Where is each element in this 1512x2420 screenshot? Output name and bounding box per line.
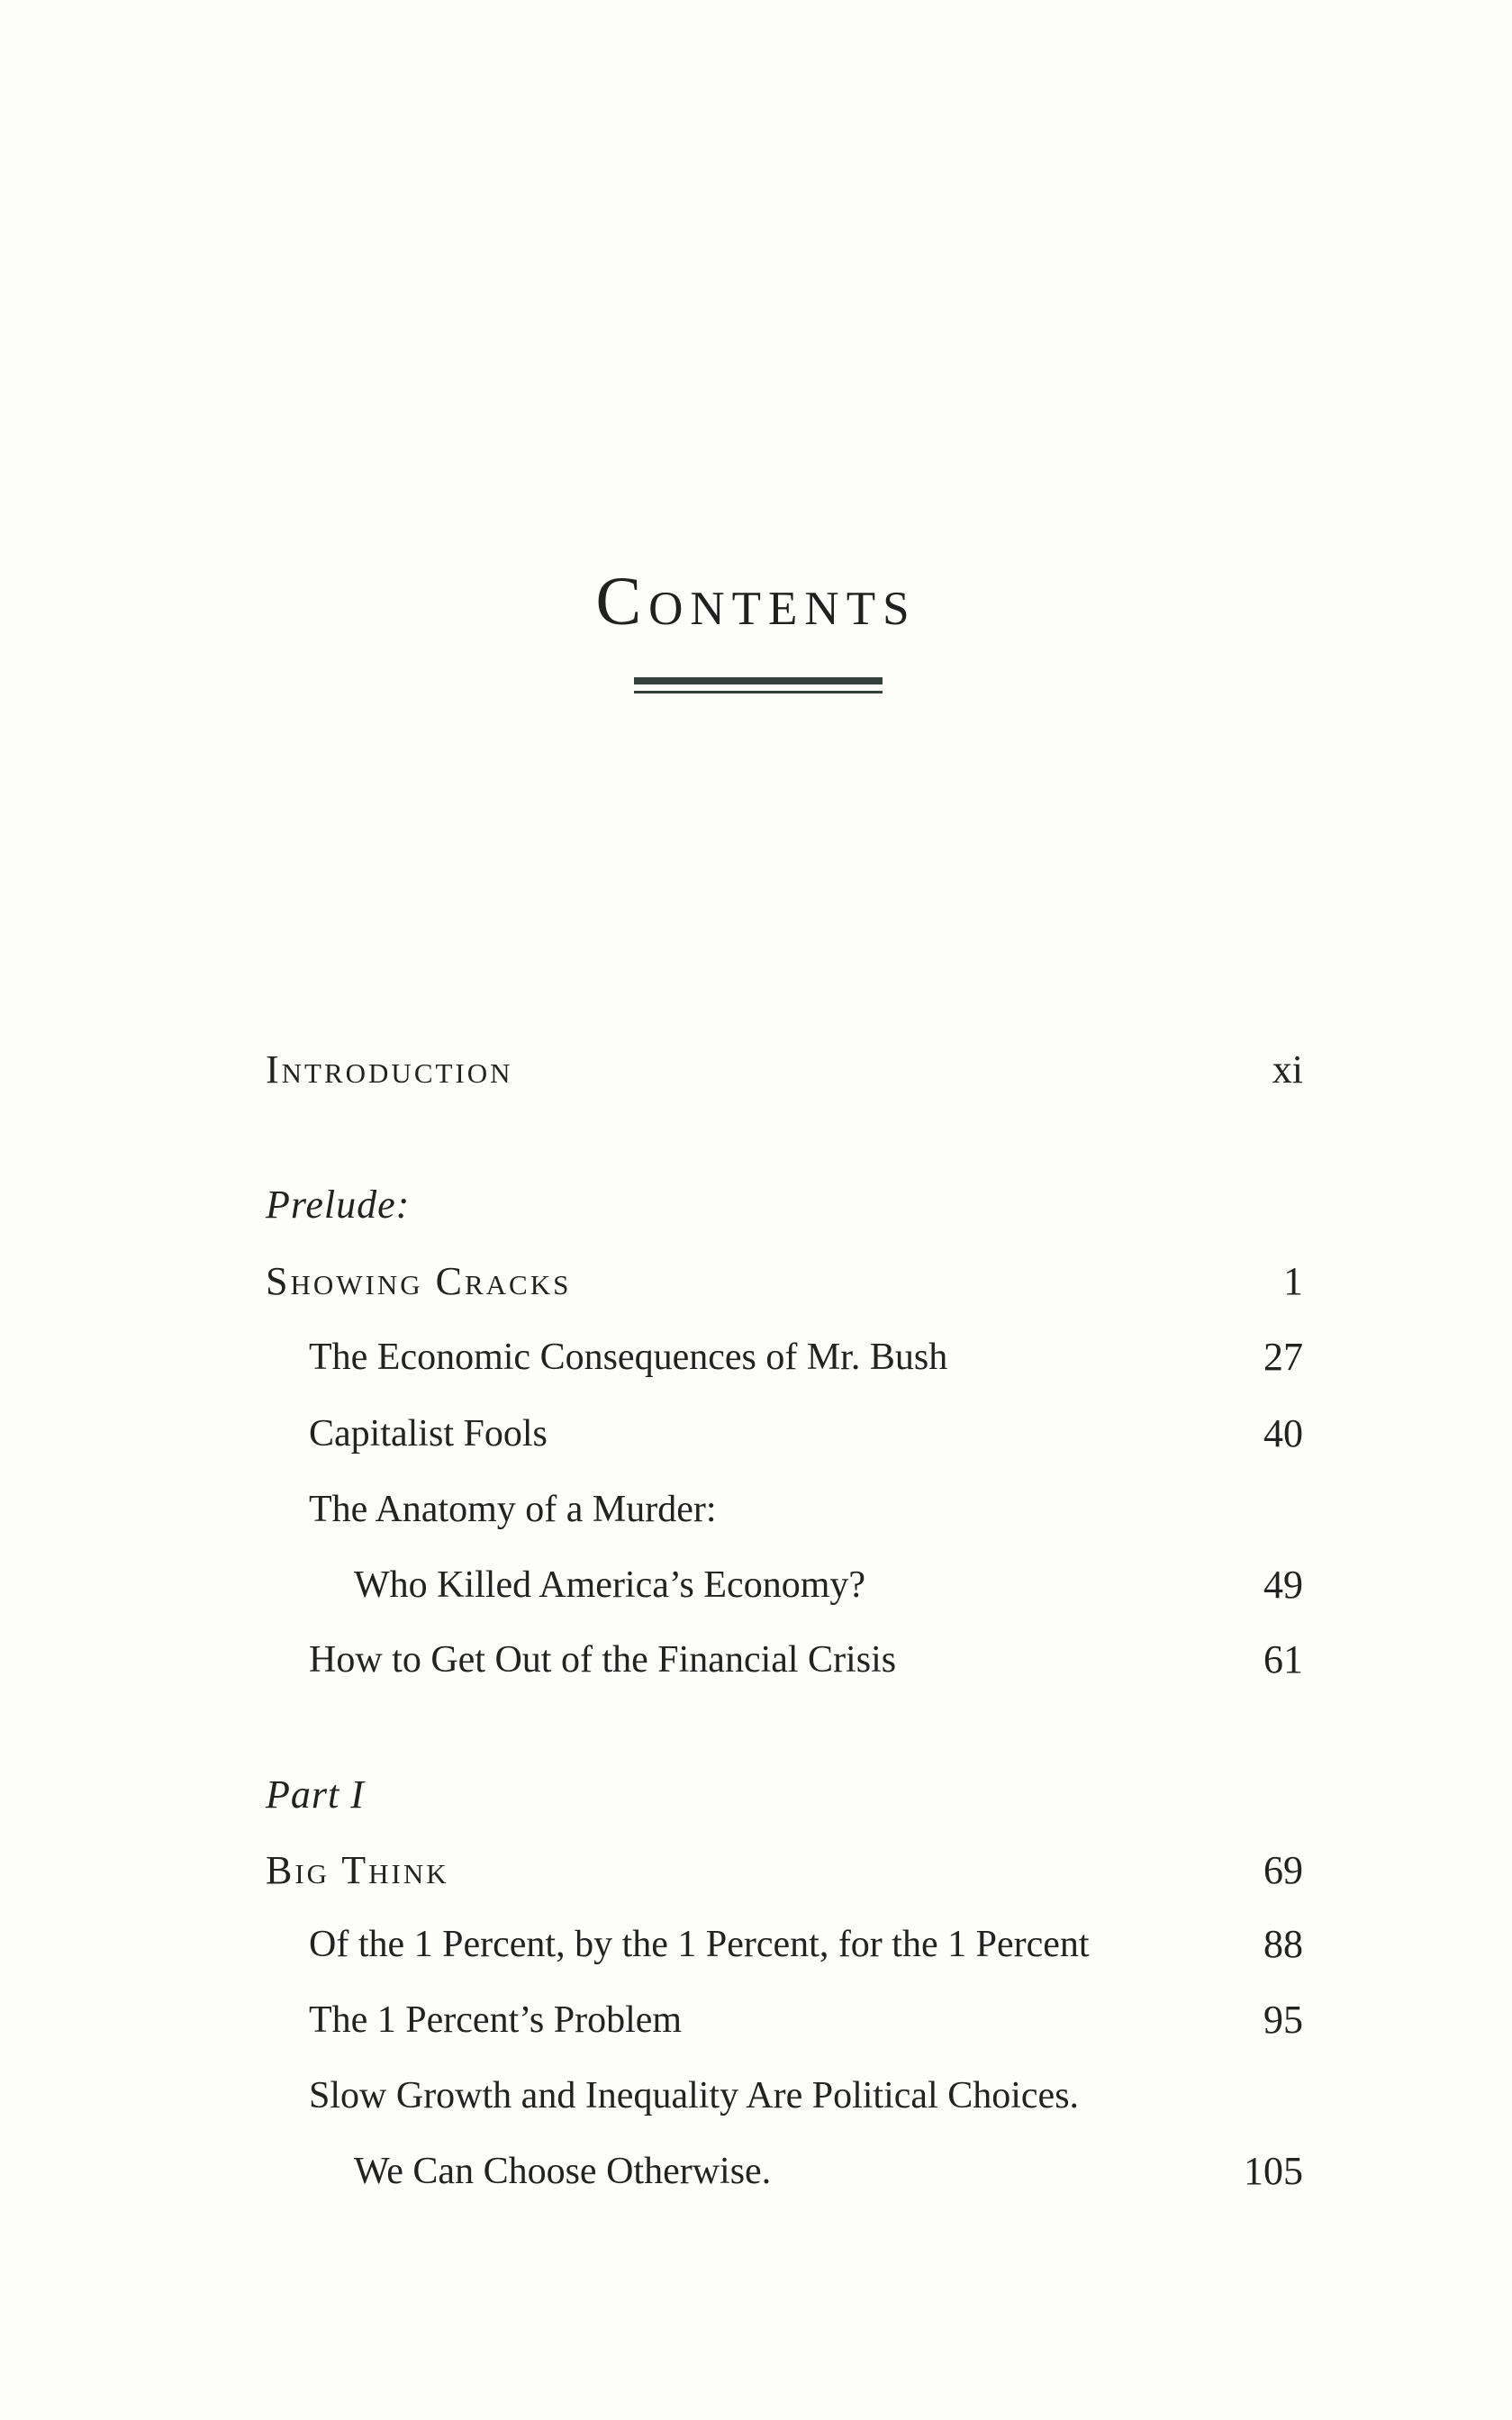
toc-entry-label: How to Get Out of the Financial Crisis [309,1639,897,1681]
toc-section-part-1 [0,1768,1512,1822]
toc-entry-page: 40 [1263,1411,1303,1455]
toc-entry-page: 1 [1283,1259,1303,1303]
toc-entry-page: 61 [1263,1637,1303,1681]
toc-entry-label: We Can Choose Otherwise. [354,2151,772,2192]
toc-entry-page: 88 [1263,1922,1303,1966]
toc-entry-label: The Anatomy of a Murder: [309,1489,717,1530]
toc-entry-label: Slow Growth and Inequality Are Political Choices. [309,2075,1080,2116]
toc-entry-of-the-1-percent [0,1917,1512,1971]
toc-entry-label: The 1 Percent’s Problem [309,1999,683,2041]
toc-entry-1-percents-problem [0,1993,1512,2047]
toc-entry-label: Who Killed America’s Economy? [354,1564,866,1606]
toc-entry-label: Capitalist Fools [309,1413,548,1455]
toc-entry-financial-crisis [0,1633,1512,1687]
toc-entry-page: 27 [1263,1335,1303,1379]
toc-section-prelude [0,1178,1512,1232]
toc-entry-big-think [0,1844,1512,1898]
toc-entry-label: Big Think [266,1848,449,1892]
toc-entry-page: 105 [1244,2149,1303,2193]
toc-entry-page: xi [1272,1047,1303,1092]
toc-entry-capitalist-fools [0,1407,1512,1461]
toc-section-heading: Part I [266,1772,365,1817]
toc-entry-introduction [0,1043,1512,1097]
toc-entry-label: Introduction [266,1047,513,1092]
toc-entry-anatomy-of-a-murder [0,1482,1512,1536]
toc-entry-slow-growth [0,2069,1512,2123]
toc-entry-economic-consequences [0,1330,1512,1384]
toc-entry-who-killed-economy [0,1558,1512,1612]
page-title: Contents [595,564,917,639]
toc-entry-label: The Economic Consequences of Mr. Bush [309,1337,948,1378]
toc-entry-showing-cracks [0,1255,1512,1309]
toc-entry-page: 49 [1263,1563,1303,1607]
title-rule-thick [634,677,883,684]
toc-entry-choose-otherwise [0,2144,1512,2198]
title-rule-thin [634,691,883,693]
toc-section-heading: Prelude: [266,1183,411,1227]
toc-entry-page: 69 [1263,1848,1303,1892]
toc-entry-page: 95 [1263,1998,1303,2042]
toc-entry-label: Showing Cracks [266,1259,572,1303]
toc-entry-label: Of the 1 Percent, by the 1 Percent, for the 1 Percent [309,1924,1090,1965]
